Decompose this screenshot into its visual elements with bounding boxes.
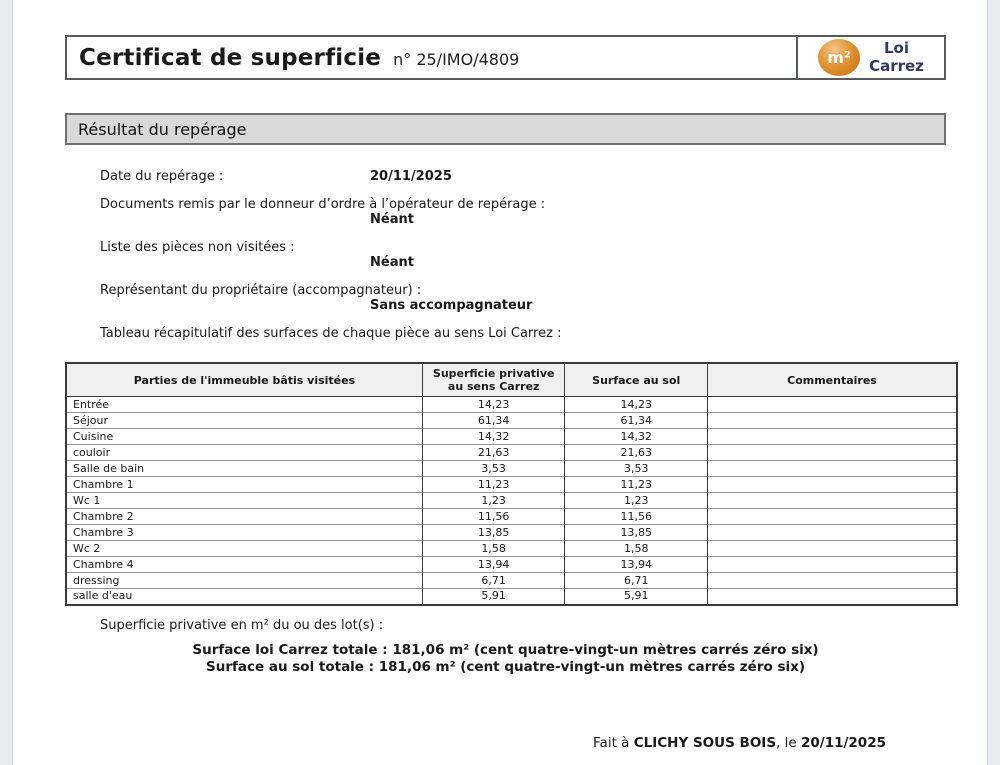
loi-carrez-logo (796, 37, 944, 78)
field-documents-label: Documents remis par le donneur d’ordre à l’opérateur de repérage : (100, 197, 546, 212)
field-representant (100, 283, 946, 313)
table-header-row (66, 363, 957, 397)
carrez-value: 13,94 (422, 557, 565, 573)
comment-value (708, 461, 958, 477)
room-name: Salle de bain (66, 461, 422, 477)
comment-value (708, 397, 958, 413)
page-right-gutter (987, 0, 1000, 765)
footer-date: 20/11/2025 (800, 735, 886, 751)
field-date-value: 20/11/2025 (370, 169, 452, 184)
comment-value (708, 541, 958, 557)
document-title: Certificat de superficie (79, 44, 382, 71)
logo-label (869, 40, 924, 75)
header-superficie-carrez: Superficie privative au sens Carrez (422, 363, 565, 397)
header-surface-sol: Surface au sol (565, 363, 708, 397)
carrez-value: 11,23 (422, 477, 565, 493)
room-name: dressing (66, 573, 422, 589)
room-name: Chambre 4 (66, 557, 422, 573)
floor-value: 14,32 (565, 429, 708, 445)
table-intro: Tableau récapitulatif des surfaces de chaque pièce au sens Loi Carrez : (100, 326, 562, 341)
totals-block (65, 642, 946, 676)
field-date-label: Date du repérage : (100, 169, 224, 184)
field-date (100, 169, 946, 184)
footer-city: CLICHY SOUS BOIS (633, 735, 777, 751)
logo-label-line2: Carrez (869, 56, 924, 75)
field-pieces-value: Néant (370, 255, 414, 270)
carrez-value: 6,71 (422, 573, 565, 589)
section-header (65, 113, 946, 145)
summary-label: Superficie privative en m² du ou des lot(s) : (100, 617, 384, 633)
document-number: n° 25/IMO/4809 (393, 49, 520, 69)
field-pieces-label: Liste des pièces non visitées : (100, 240, 295, 255)
title-cell (67, 37, 796, 78)
field-pieces-non-visitees (100, 240, 946, 270)
carrez-value: 21,63 (422, 445, 565, 461)
document-header (65, 35, 946, 80)
room-name: Chambre 1 (66, 477, 422, 493)
room-name: couloir (66, 445, 422, 461)
room-name: Cuisine (66, 429, 422, 445)
header-parties: Parties de l'immeuble bâtis visitées (66, 363, 422, 397)
field-documents (100, 197, 946, 227)
room-name: Chambre 3 (66, 525, 422, 541)
table-row (66, 397, 957, 413)
table-row (66, 557, 957, 573)
table-row (66, 541, 957, 557)
square-meter-icon: m² (818, 39, 860, 76)
carrez-value: 11,56 (422, 509, 565, 525)
carrez-value: 61,34 (422, 413, 565, 429)
comment-value (708, 429, 958, 445)
floor-value: 5,91 (565, 589, 708, 605)
document-page (13, 0, 987, 765)
field-representant-value: Sans accompagnateur (370, 298, 533, 313)
header-commentaires: Commentaires (708, 363, 958, 397)
room-name: Chambre 2 (66, 509, 422, 525)
table-row (66, 477, 957, 493)
footer-middle: , le (776, 735, 801, 751)
table-row (66, 461, 957, 477)
floor-value: 1,58 (565, 541, 708, 557)
comment-value (708, 413, 958, 429)
floor-value: 13,94 (565, 557, 708, 573)
table-row (66, 413, 957, 429)
table-row (66, 509, 957, 525)
room-name: Entrée (66, 397, 422, 413)
carrez-value: 13,85 (422, 525, 565, 541)
comment-value (708, 477, 958, 493)
room-name: Wc 1 (66, 493, 422, 509)
table-row (66, 525, 957, 541)
footer-prefix: Fait à (593, 735, 634, 751)
comment-value (708, 589, 958, 605)
room-name: Séjour (66, 413, 422, 429)
carrez-value: 3,53 (422, 461, 565, 477)
comment-value (708, 573, 958, 589)
floor-value: 1,23 (565, 493, 708, 509)
field-representant-label: Représentant du propriétaire (accompagnateur) : (100, 283, 422, 298)
carrez-value: 14,32 (422, 429, 565, 445)
comment-value (708, 493, 958, 509)
carrez-value: 1,58 (422, 541, 565, 557)
field-documents-value: Néant (370, 212, 414, 227)
floor-value: 3,53 (565, 461, 708, 477)
section-title: Résultat du repérage (78, 119, 247, 139)
floor-value: 11,23 (565, 477, 708, 493)
carrez-value: 14,23 (422, 397, 565, 413)
table-row (66, 445, 957, 461)
floor-value: 13,85 (565, 525, 708, 541)
comment-value (708, 509, 958, 525)
surface-table (65, 362, 958, 606)
table-row (66, 573, 957, 589)
floor-value: 6,71 (565, 573, 708, 589)
comment-value (708, 557, 958, 573)
carrez-value: 5,91 (422, 589, 565, 605)
floor-value: 11,56 (565, 509, 708, 525)
room-name: salle d'eau (66, 589, 422, 605)
floor-value: 61,34 (565, 413, 708, 429)
table-row (66, 493, 957, 509)
footer-signature (593, 735, 886, 751)
comment-value (708, 445, 958, 461)
comment-value (708, 525, 958, 541)
logo-label-line1: Loi (883, 39, 909, 58)
carrez-value: 1,23 (422, 493, 565, 509)
total-carrez: Surface loi Carrez totale : 181,06 m² (cent quatre-vingt-un mètres carrés zéro six) (192, 641, 819, 658)
floor-value: 21,63 (565, 445, 708, 461)
floor-value: 14,23 (565, 397, 708, 413)
table-row (66, 429, 957, 445)
fields-block (100, 169, 946, 341)
total-floor: Surface au sol totale : 181,06 m² (cent quatre-vingt-un mètres carrés zéro six) (206, 658, 805, 675)
table-row (66, 589, 957, 605)
room-name: Wc 2 (66, 541, 422, 557)
page-left-gutter (0, 0, 13, 765)
